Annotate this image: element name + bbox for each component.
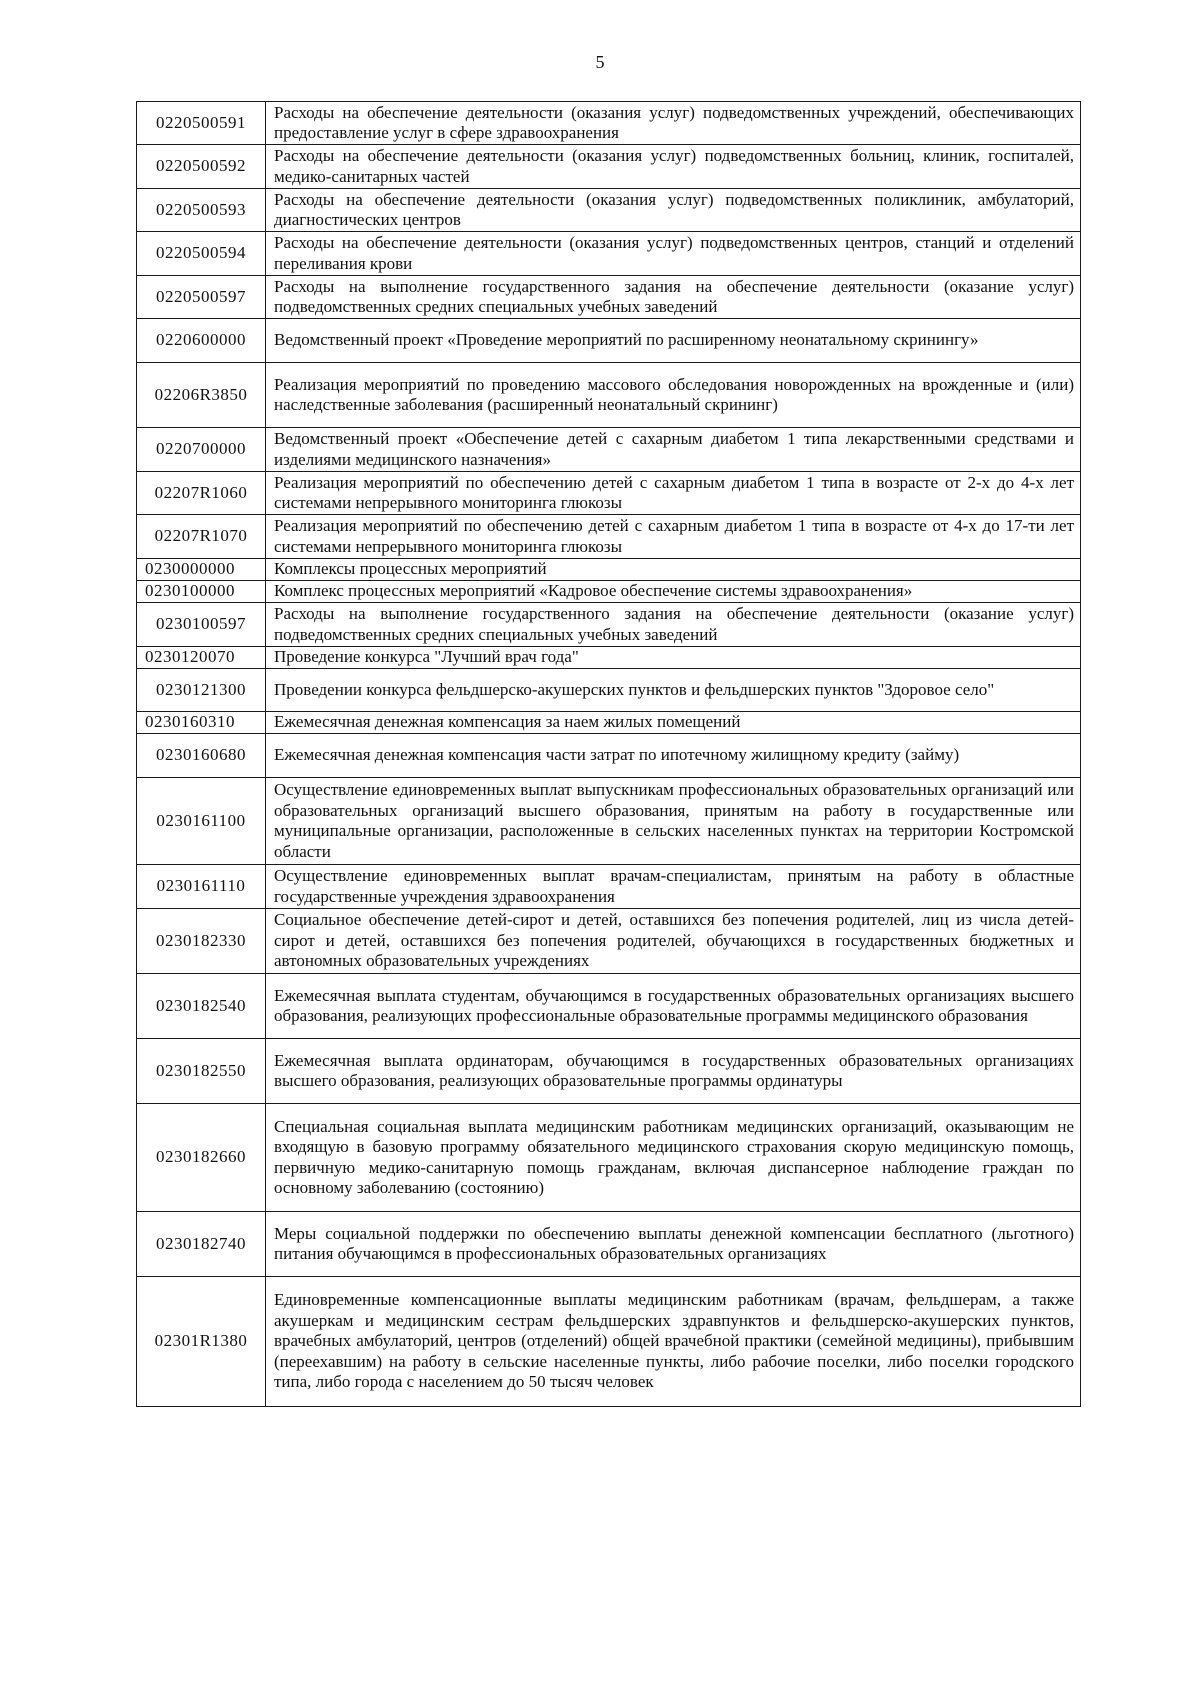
table-row <box>137 669 1081 712</box>
row-description: Расходы на выполнение государственного задания на обеспечение деятельности (оказание услуг) подведомственных средних специальных учебных заведений <box>266 276 1081 319</box>
table-row <box>137 189 1081 232</box>
row-description: Проведении конкурса фельдшерско-акушерских пунктов и фельдшерских пунктов "Здоровое село" <box>266 669 1081 712</box>
table-row <box>137 865 1081 909</box>
row-code: 0220500592 <box>137 145 266 189</box>
row-code: 0220600000 <box>137 319 266 363</box>
row-description: Ежемесячная выплата студентам, обучающимся в государственных образовательных организациях высшего образования, реализующих профессиональные образовательные программы медицинского образования <box>266 974 1081 1039</box>
row-code: 0230100597 <box>137 603 266 647</box>
row-code: 0230182330 <box>137 909 266 974</box>
table-row <box>137 974 1081 1039</box>
row-code: 0220500593 <box>137 189 266 232</box>
row-code: 0230161110 <box>137 865 266 909</box>
table-row <box>137 647 1081 669</box>
row-description: Единовременные компенсационные выплаты медицинским работникам (врачам, фельдшерам, а также акушеркам и медицинским сестрам фельдшерских здравпунктов и фельдшерско-акушерских пунктов, врачебных амбулаторий, центров (отделений) общей врачебной практики (семейной медицины), прибывшим (переехавшим) на работу в сельские населенные пункты, либо рабочие поселки, либо поселки городского типа, либо города с населением до 50 тысяч человек <box>266 1277 1081 1407</box>
table-row <box>137 1277 1081 1407</box>
row-description: Проведение конкурса "Лучший врач года" <box>266 647 1081 669</box>
table-row <box>137 909 1081 974</box>
row-description: Реализация мероприятий по обеспечению детей с сахарным диабетом 1 типа в возрасте от 2-х до 4-х лет системами непрерывного мониторинга глюкозы <box>266 472 1081 515</box>
table-row <box>137 319 1081 363</box>
table-row <box>137 1212 1081 1277</box>
row-description: Расходы на обеспечение деятельности (оказания услуг) подведомственных учреждений, обеспечивающих предоставление услуг в сфере здравоохранения <box>266 102 1081 145</box>
row-code: 0230182740 <box>137 1212 266 1277</box>
row-code: 0220700000 <box>137 428 266 472</box>
row-code: 0230182540 <box>137 974 266 1039</box>
row-code: 0230000000 <box>137 559 266 581</box>
table-row <box>137 428 1081 472</box>
row-description: Расходы на обеспечение деятельности (оказания услуг) подведомственных центров, станций и отделений переливания крови <box>266 232 1081 276</box>
row-description: Ежемесячная выплата ординаторам, обучающимся в государственных образовательных организациях высшего образования, реализующих образовательные программы ординатуры <box>266 1039 1081 1104</box>
table-row <box>137 603 1081 647</box>
row-description: Ведомственный проект «Проведение мероприятий по расширенному неонатальному скринингу» <box>266 319 1081 363</box>
row-description: Осуществление единовременных выплат выпускникам профессиональных образовательных организаций или образовательных организаций высшего образования, принятым на работу в государственные или муниципальные организации, расположенные в сельских населенных пунктах на территории Костромской области <box>266 778 1081 865</box>
row-description: Расходы на обеспечение деятельности (оказания услуг) подведомственных больниц, клиник, госпиталей, медико-санитарных частей <box>266 145 1081 189</box>
table-row <box>137 515 1081 559</box>
row-description: Ведомственный проект «Обеспечение детей с сахарным диабетом 1 типа лекарственными средствами и изделиями медицинского назначения» <box>266 428 1081 472</box>
row-description: Расходы на обеспечение деятельности (оказания услуг) подведомственных поликлиник, амбулаторий, диагностических центров <box>266 189 1081 232</box>
row-description: Осуществление единовременных выплат врачам-специалистам, принятым на работу в областные государственные учреждения здравоохранения <box>266 865 1081 909</box>
row-code: 02207R1070 <box>137 515 266 559</box>
row-description: Ежемесячная денежная компенсация части затрат по ипотечному жилищному кредиту (займу) <box>266 734 1081 778</box>
row-description: Реализация мероприятий по проведению массового обследования новорожденных на врожденные и (или) наследственные заболевания (расширенный неонатальный скрининг) <box>266 363 1081 428</box>
row-code: 02301R1380 <box>137 1277 266 1407</box>
table-row <box>137 363 1081 428</box>
row-code: 0230100000 <box>137 581 266 603</box>
row-code: 0220500597 <box>137 276 266 319</box>
table-row <box>137 581 1081 603</box>
table-row <box>137 712 1081 734</box>
table-row <box>137 145 1081 189</box>
row-description: Ежемесячная денежная компенсация за наем жилых помещений <box>266 712 1081 734</box>
row-code: 0230182660 <box>137 1104 266 1212</box>
row-description: Меры социальной поддержки по обеспечению выплаты денежной компенсации бесплатного (льготного) питания обучающимся в профессиональных образовательных организациях <box>266 1212 1081 1277</box>
table-row <box>137 1104 1081 1212</box>
row-code: 02207R1060 <box>137 472 266 515</box>
row-description: Комплекс процессных мероприятий «Кадровое обеспечение системы здравоохранения» <box>266 581 1081 603</box>
row-description: Специальная социальная выплата медицинским работникам медицинских организаций, оказывающим не входящую в базовую программу обязательного медицинского страхования скорую медицинскую помощь, первичную медико-санитарную помощь гражданам, включая диспансерное наблюдение граждан по основному заболеванию (состоянию) <box>266 1104 1081 1212</box>
table-row <box>137 1039 1081 1104</box>
table-row <box>137 232 1081 276</box>
table-row <box>137 102 1081 145</box>
page-number: 5 <box>595 52 605 72</box>
row-code: 0230161100 <box>137 778 266 865</box>
table-row <box>137 559 1081 581</box>
row-code: 0220500591 <box>137 102 266 145</box>
row-code: 0230120070 <box>137 647 266 669</box>
row-description: Комплексы процессных мероприятий <box>266 559 1081 581</box>
table-row <box>137 472 1081 515</box>
table-row <box>137 276 1081 319</box>
row-code: 0230182550 <box>137 1039 266 1104</box>
row-code: 0220500594 <box>137 232 266 276</box>
row-description: Социальное обеспечение детей-сирот и детей, оставшихся без попечения родителей, лиц из числа детей-сирот и детей, оставшихся без попечения родителей, обучающихся в государственных бюджетных и автономных образовательных учреждениях <box>266 909 1081 974</box>
table-row <box>137 778 1081 865</box>
row-code: 02206R3850 <box>137 363 266 428</box>
budget-code-table <box>136 101 1081 1407</box>
row-code: 0230121300 <box>137 669 266 712</box>
row-description: Расходы на выполнение государственного задания на обеспечение деятельности (оказание услуг) подведомственных средних специальных учебных заведений <box>266 603 1081 647</box>
row-code: 0230160680 <box>137 734 266 778</box>
row-code: 0230160310 <box>137 712 266 734</box>
table-row <box>137 734 1081 778</box>
row-description: Реализация мероприятий по обеспечению детей с сахарным диабетом 1 типа в возрасте от 4-х до 17-ти лет системами непрерывного мониторинга глюкозы <box>266 515 1081 559</box>
